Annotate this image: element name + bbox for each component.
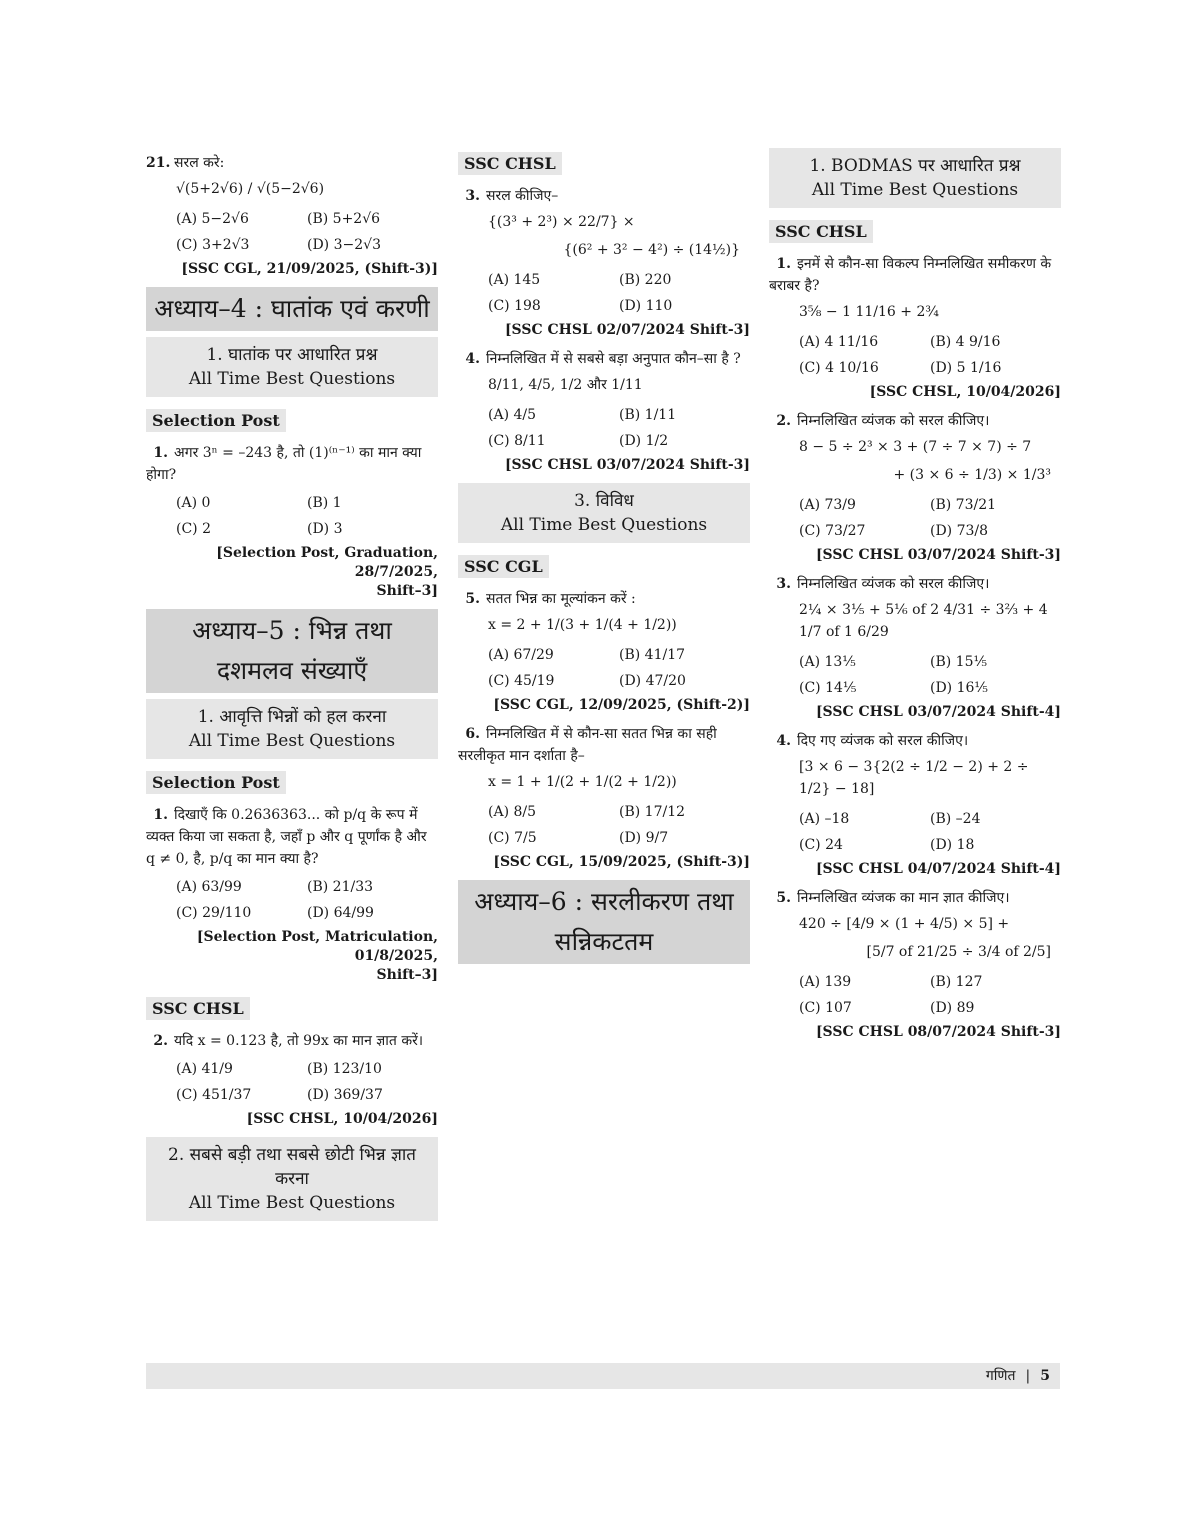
options [176,490,438,542]
question-text: यदि x = 0.123 है, तो 99x का मान ज्ञात करें। [174,1033,424,1049]
question-text: सतत भिन्न का मूल्यांकन करें : [486,591,636,607]
option-b: (B) 1/11 [619,407,677,423]
question-number: 5. [776,890,791,906]
option-c: (C) 7/5 [488,830,537,846]
option-d: (D) 64/99 [307,905,374,921]
question-number: 3. [465,188,480,204]
question-2 [146,1030,438,1052]
options [799,329,1061,381]
question-expression: 3⅝ − 1 11/16 + 2¾ [799,304,939,320]
source-citation: [SSC CHSL, 10/04/2026] [246,1111,438,1127]
source-citation: [SSC CHSL 04/07/2024 Shift-4] [815,861,1061,877]
option-c: (C) 107 [799,1000,852,1016]
question-text: अगर 3ⁿ = –243 है, तो (1)⁽ⁿ⁻¹⁾ का मान क्या होगा? [146,445,422,483]
question-text: निम्नलिखित व्यंजक का मान ज्ञात कीजिए। [797,890,1010,906]
option-a: (A) –18 [799,811,850,827]
question-number: 4. [776,733,791,749]
chapter-heading-6: अध्याय–6 : सरलीकरण तथा सन्निकटतम [458,880,750,964]
question-text: दिखाएँ कि 0.2636363... को p/q के रूप में व्यक्त किया जा सकता है, जहाँ p और q पूर्णांक है और q ≠ 0, है, p/q का मान क्या है? [146,807,427,867]
section-heading [146,337,438,397]
option-a: (A) 8/5 [488,804,537,820]
source-line-1: [Selection Post, Graduation, 28/7/2025, [216,545,438,580]
option-c: (C) 29/110 [176,905,252,921]
question-1 [769,253,1061,297]
option-b: (B) 21/33 [307,879,374,895]
option-b: (B) 15⅕ [930,654,988,670]
question-1 [146,442,438,486]
page-number: 5 [1040,1368,1050,1384]
option-c: (C) 8/11 [488,433,546,449]
question-text: सरल कीजिए– [486,188,559,204]
option-a: (A) 4/5 [488,407,537,423]
option-b: (B) 73/21 [930,497,997,513]
source-citation: [SSC CHSL 08/07/2024 Shift-3] [815,1024,1061,1040]
options [799,806,1061,858]
option-a: (A) 41/9 [176,1061,233,1077]
option-d: (D) 18 [930,837,975,853]
question-text: सरल करे: [174,155,225,171]
section-title: 1. घातांक पर आधारित प्रश्न [206,345,378,365]
option-c: (C) 451/37 [176,1087,252,1103]
options [488,642,750,694]
option-c: (C) 45/19 [488,673,555,689]
option-a: (A) 139 [799,974,852,990]
question-expression: + (3 × 6 ÷ 1/3) × 1/3³ [893,467,1051,483]
question-expression: 2¼ × 3⅕ + 5⅙ of 2 4/31 ÷ 3⅔ + 4 1/7 of 1 6/29 [799,602,1048,640]
source-citation: [SSC CHSL 03/07/2024 Shift-4] [815,704,1061,720]
question-6 [458,723,750,767]
option-d: (D) 16⅕ [930,680,988,696]
option-b: (B) 123/10 [307,1061,382,1077]
source-citation: [SSC CGL, 15/09/2025, (Shift-3)] [493,854,750,870]
source-citation: [SSC CHSL 02/07/2024 Shift-3] [504,322,750,338]
option-d: (D) 369/37 [307,1087,383,1103]
options [488,402,750,454]
option-c: (C) 4 10/16 [799,360,879,376]
question-number: 21. [146,155,171,171]
chapter-heading-5: अध्याय–5 : भिन्न तथा दशमलव संख्याएँ [146,609,438,693]
options [176,206,438,258]
option-b: (B) 1 [307,495,342,511]
options [799,492,1061,544]
question-2 [769,410,1061,432]
option-b: (B) 127 [930,974,983,990]
option-a: (A) 0 [176,495,211,511]
option-c: (C) 3+2√3 [176,237,250,253]
section-subtitle: All Time Best Questions [500,515,708,535]
option-a: (A) 5−2√6 [176,211,249,227]
option-c: (C) 73/27 [799,523,866,539]
option-d: (D) 89 [930,1000,975,1016]
option-d: (D) 1/2 [619,433,669,449]
question-number: 1. [776,256,791,272]
options [799,969,1061,1021]
option-d: (D) 9/7 [619,830,669,846]
question-number: 1. [153,445,168,461]
question-expression: [5/7 of 21/25 ÷ 3/4 of 2/5] [866,944,1051,960]
section-title: 1. आवृत्ति भिन्नों को हल करना [197,707,387,727]
section-title: 1. BODMAS पर आधारित प्रश्न [809,156,1021,176]
question-expression: 8/11, 4/5, 1/2 और 1/11 [488,377,643,393]
question-expression: [3 × 6 − 3{2(2 ÷ 1/2 − 2) + 2 ÷ 1/2} − 18] [799,759,1029,797]
exam-tag: Selection Post [146,771,286,794]
option-b: (B) 4 9/16 [930,334,1001,350]
question-1b [146,804,438,870]
question-5 [458,588,750,610]
source-citation: [SSC CGL, 12/09/2025, (Shift-2)] [493,697,750,713]
question-4 [769,730,1061,752]
question-number: 4. [465,351,480,367]
section-subtitle: All Time Best Questions [188,369,396,389]
option-a: (A) 67/29 [488,647,554,663]
option-c: (C) 24 [799,837,843,853]
options [488,799,750,851]
source-line-1: [Selection Post, Matriculation, 01/8/2025, [196,929,438,964]
option-a: (A) 73/9 [799,497,856,513]
options [176,874,438,926]
footer-separator: | [1025,1368,1031,1384]
options [488,267,750,319]
source-citation [146,544,438,601]
question-expression: 420 ÷ [4/9 × (1 + 4/5) × 5] + [799,916,1010,932]
question-text: निम्नलिखित में से कौन-सा सतत भिन्न का सही सरलीकृत मान दर्शाता है– [458,726,717,764]
exam-tag: Selection Post [146,409,286,432]
exam-tag: SSC CHSL [146,997,250,1020]
question-text: निम्नलिखित व्यंजक को सरल कीजिए। [797,576,990,592]
option-a: (A) 4 11/16 [799,334,879,350]
option-d: (D) 3 [307,521,343,537]
option-b: (B) 41/17 [619,647,686,663]
option-b: (B) –24 [930,811,981,827]
section-heading [458,483,750,543]
exam-tag: SSC CHSL [458,152,562,175]
option-d: (D) 110 [619,298,673,314]
column-left [146,148,438,1229]
option-d: (D) 3−2√3 [307,237,381,253]
section-subtitle: All Time Best Questions [811,180,1019,200]
question-5 [769,887,1061,909]
source-citation: [SSC CHSL, 10/04/2026] [869,384,1061,400]
question-expression: x = 2 + 1/(3 + 1/(4 + 1/2)) [488,617,677,633]
option-d: (D) 73/8 [930,523,989,539]
section-title: 3. विविध [574,491,634,511]
option-a: (A) 145 [488,272,541,288]
source-citation: [SSC CGL, 21/09/2025, (Shift-3)] [181,261,438,277]
section-title: 2. सबसे बड़ी तथा सबसे छोटी भिन्न ज्ञात करना [168,1145,416,1189]
question-3 [458,185,750,207]
question-number: 2. [153,1033,168,1049]
question-number: 1. [153,807,168,823]
section-heading [146,1137,438,1221]
exam-tag: SSC CGL [458,555,549,578]
option-d: (D) 5 1/16 [930,360,1002,376]
question-21 [146,152,438,174]
question-expression: 8 − 5 ÷ 2³ × 3 + (7 ÷ 7 × 7) ÷ 7 [799,439,1032,455]
question-expression: {(6² + 3² − 4²) ÷ (14½)} [563,242,740,258]
option-c: (C) 198 [488,298,541,314]
column-middle [458,148,750,970]
question-expression: {(3³ + 2³) × 22/7} × [488,214,635,230]
options [799,649,1061,701]
options [176,1056,438,1108]
question-text: निम्नलिखित व्यंजक को सरल कीजिए। [797,413,990,429]
chapter-heading-4: अध्याय–4 : घातांक एवं करणी [146,287,438,331]
question-number: 6. [465,726,480,742]
question-text: निम्नलिखित में से सबसे बड़ा अनुपात कौन–सा है ? [486,351,741,367]
section-heading [146,699,438,759]
option-d: (D) 47/20 [619,673,686,689]
question-number: 3. [776,576,791,592]
page-footer [146,1363,1060,1389]
option-c: (C) 2 [176,521,211,537]
question-expression: √(5+2√6) / √(5−2√6) [176,181,325,197]
section-subtitle: All Time Best Questions [188,1193,396,1213]
source-line-2: Shift–3] [376,583,438,599]
option-a: (A) 13⅕ [799,654,856,670]
section-subtitle: All Time Best Questions [188,731,396,751]
source-citation: [SSC CHSL 03/07/2024 Shift-3] [815,547,1061,563]
question-text: दिए गए व्यंजक को सरल कीजिए। [797,733,969,749]
option-c: (C) 14⅕ [799,680,857,696]
footer-subject: गणित [985,1368,1016,1384]
question-number: 5. [465,591,480,607]
question-text: इनमें से कौन-सा विकल्प निम्नलिखित समीकरण के बराबर है? [769,256,1052,294]
question-number: 2. [776,413,791,429]
section-heading [769,148,1061,208]
question-4 [458,348,750,370]
question-3 [769,573,1061,595]
column-right [769,148,1061,1050]
source-citation [146,928,438,985]
option-a: (A) 63/99 [176,879,242,895]
option-b: (B) 220 [619,272,672,288]
question-expression: x = 1 + 1/(2 + 1/(2 + 1/2)) [488,774,677,790]
source-line-2: Shift–3] [376,967,438,983]
exam-tag: SSC CHSL [769,220,873,243]
source-citation: [SSC CHSL 03/07/2024 Shift-3] [504,457,750,473]
option-b: (B) 17/12 [619,804,686,820]
option-b: (B) 5+2√6 [307,211,381,227]
